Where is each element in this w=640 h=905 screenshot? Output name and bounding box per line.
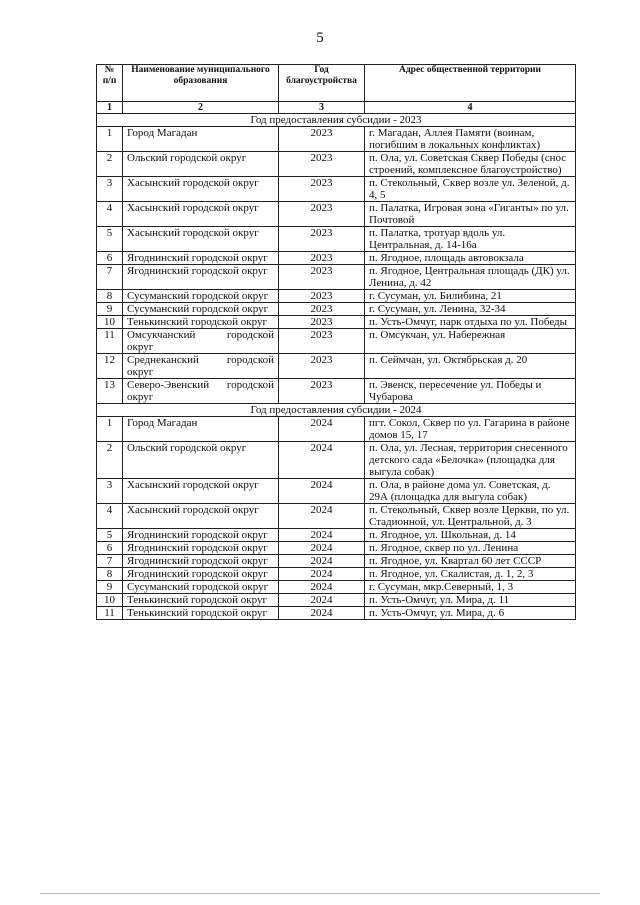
row-number: 3	[97, 177, 123, 202]
year-cell: 2023	[279, 303, 365, 316]
year-cell: 2024	[279, 417, 365, 442]
municipality-cell: Хасынский городской округ	[123, 177, 279, 202]
table-row	[97, 442, 576, 479]
table-row	[97, 177, 576, 202]
year-cell: 2024	[279, 581, 365, 594]
territories-table	[96, 64, 576, 620]
column-number-row	[97, 102, 576, 114]
table-body	[97, 114, 576, 620]
municipality-cell: Сусуманский городской округ	[123, 290, 279, 303]
address-cell: г. Сусуман, мкр.Северный, 1, 3	[365, 581, 576, 594]
table-header-row	[97, 65, 576, 102]
table-row	[97, 379, 576, 404]
municipality-cell: Хасынский городской округ	[123, 227, 279, 252]
section-title: Год предоставления субсидии - 2023	[97, 114, 576, 127]
address-cell: п. Ягодное, Центральная площадь (ДК) ул. Ленина, д. 42	[365, 265, 576, 290]
municipality-cell: Город Магадан	[123, 417, 279, 442]
municipality-cell: Ягоднинский городской округ	[123, 265, 279, 290]
municipality-cell: Хасынский городской округ	[123, 504, 279, 529]
municipality-cell: Ягоднинский городской округ	[123, 568, 279, 581]
municipality-cell: Тенькинский городской округ	[123, 594, 279, 607]
page-bottom-divider	[40, 893, 600, 894]
column-number: 4	[365, 102, 576, 114]
municipality-cell: Сусуманский городской округ	[123, 303, 279, 316]
row-number: 7	[97, 265, 123, 290]
section-header-row	[97, 114, 576, 127]
row-number: 3	[97, 479, 123, 504]
header-number: № п/п	[97, 65, 123, 102]
municipality-cell: Ягоднинский городской округ	[123, 555, 279, 568]
column-number: 1	[97, 102, 123, 114]
address-cell: п. Ола, ул. Лесная, территория снесенного детского сада «Белочка» (площадка для выгула собак)	[365, 442, 576, 479]
table-row	[97, 568, 576, 581]
header-municipality: Наименование муниципального образования	[123, 65, 279, 102]
address-cell: г. Сусуман, ул. Ленина, 32-34	[365, 303, 576, 316]
table-row	[97, 479, 576, 504]
row-number: 4	[97, 504, 123, 529]
address-cell: п. Усть-Омчуг, ул. Мира, д. 6	[365, 607, 576, 620]
year-cell: 2023	[279, 152, 365, 177]
header-address: Адрес общественной территории	[365, 65, 576, 102]
table-row	[97, 555, 576, 568]
municipality-cell: Ольский городской округ	[123, 442, 279, 479]
section-header-row	[97, 404, 576, 417]
row-number: 6	[97, 542, 123, 555]
municipality-cell: Северо-Эвенский городской округ	[123, 379, 279, 404]
row-number: 7	[97, 555, 123, 568]
row-number: 8	[97, 568, 123, 581]
year-cell: 2024	[279, 442, 365, 479]
year-cell: 2023	[279, 379, 365, 404]
year-cell: 2023	[279, 290, 365, 303]
table-row	[97, 529, 576, 542]
row-number: 8	[97, 290, 123, 303]
row-number: 10	[97, 594, 123, 607]
address-cell: п. Палатка, Игровая зона «Гиганты» по ул. Почтовой	[365, 202, 576, 227]
year-cell: 2024	[279, 568, 365, 581]
table-row	[97, 607, 576, 620]
year-cell: 2023	[279, 329, 365, 354]
address-cell: п. Усть-Омчуг, парк отдыха по ул. Победы	[365, 316, 576, 329]
table-row	[97, 581, 576, 594]
address-cell: п. Усть-Омчуг, ул. Мира, д. 11	[365, 594, 576, 607]
municipality-cell: Среднеканский городской округ	[123, 354, 279, 379]
table-row	[97, 127, 576, 152]
year-cell: 2023	[279, 227, 365, 252]
municipality-cell: Хасынский городской округ	[123, 479, 279, 504]
table-row	[97, 504, 576, 529]
table-row	[97, 265, 576, 290]
table-row	[97, 354, 576, 379]
address-cell: п. Ягодное, ул. Скалистая, д. 1, 2, 3	[365, 568, 576, 581]
table-row	[97, 202, 576, 227]
table-row	[97, 303, 576, 316]
address-cell: п. Омсукчан, ул. Набережная	[365, 329, 576, 354]
municipality-cell: Ольский городской округ	[123, 152, 279, 177]
year-cell: 2023	[279, 265, 365, 290]
year-cell: 2023	[279, 177, 365, 202]
row-number: 2	[97, 442, 123, 479]
address-cell: п. Ола, в районе дома ул. Советская, д. 29А (площадка для выгула собак)	[365, 479, 576, 504]
year-cell: 2024	[279, 529, 365, 542]
table-row	[97, 594, 576, 607]
municipality-cell: Ягоднинский городской округ	[123, 252, 279, 265]
address-cell: п. Ягодное, сквер по ул. Ленина	[365, 542, 576, 555]
row-number: 6	[97, 252, 123, 265]
address-cell: пгт. Сокол, Сквер по ул. Гагарина в районе домов 15, 17	[365, 417, 576, 442]
page-number: 5	[316, 30, 324, 46]
address-cell: п. Стекольный, Сквер возле Церкви, по ул. Стадионной, ул. Центральной, д. 3	[365, 504, 576, 529]
row-number: 1	[97, 127, 123, 152]
address-cell: п. Ола, ул. Советская Сквер Победы (снос строений, комплексное благоустройство)	[365, 152, 576, 177]
address-cell: г. Магадан, Аллея Памяти (воинам, погибшим в локальных конфликтах)	[365, 127, 576, 152]
section-title: Год предоставления субсидии - 2024	[97, 404, 576, 417]
year-cell: 2023	[279, 252, 365, 265]
row-number: 9	[97, 303, 123, 316]
column-number: 3	[279, 102, 365, 114]
address-cell: п. Сеймчан, ул. Октябрьская д. 20	[365, 354, 576, 379]
municipality-cell: Хасынский городской округ	[123, 202, 279, 227]
year-cell: 2024	[279, 479, 365, 504]
address-cell: г. Сусуман, ул. Билибина, 21	[365, 290, 576, 303]
table-row	[97, 417, 576, 442]
address-cell: п. Ягодное, ул. Школьная, д. 14	[365, 529, 576, 542]
header-year: Год благоустройства	[279, 65, 365, 102]
address-cell: п. Ягодное, ул. Квартал 60 лет СССР	[365, 555, 576, 568]
address-cell: п. Эвенск, пересечение ул. Победы и Чубарова	[365, 379, 576, 404]
row-number: 12	[97, 354, 123, 379]
table-row	[97, 290, 576, 303]
table-row	[97, 152, 576, 177]
address-cell: п. Стекольный, Сквер возле ул. Зеленой, д. 4, 5	[365, 177, 576, 202]
municipality-cell: Ягоднинский городской округ	[123, 542, 279, 555]
table-row	[97, 316, 576, 329]
address-cell: п. Палатка, тротуар вдоль ул. Центральная, д. 14-16а	[365, 227, 576, 252]
municipality-cell: Сусуманский городской округ	[123, 581, 279, 594]
municipality-cell: Тенькинский городской округ	[123, 607, 279, 620]
row-number: 4	[97, 202, 123, 227]
municipality-cell: Омсукчанский городской округ	[123, 329, 279, 354]
year-cell: 2024	[279, 555, 365, 568]
row-number: 11	[97, 607, 123, 620]
address-cell: п. Ягодное, площадь автовокзала	[365, 252, 576, 265]
row-number: 9	[97, 581, 123, 594]
municipality-cell: Ягоднинский городской округ	[123, 529, 279, 542]
year-cell: 2023	[279, 202, 365, 227]
table-row	[97, 542, 576, 555]
row-number: 1	[97, 417, 123, 442]
column-number: 2	[123, 102, 279, 114]
year-cell: 2023	[279, 316, 365, 329]
year-cell: 2024	[279, 607, 365, 620]
municipality-cell: Город Магадан	[123, 127, 279, 152]
table-row	[97, 252, 576, 265]
year-cell: 2024	[279, 594, 365, 607]
year-cell: 2024	[279, 542, 365, 555]
year-cell: 2023	[279, 354, 365, 379]
municipality-cell: Тенькинский городской округ	[123, 316, 279, 329]
table-row	[97, 227, 576, 252]
row-number: 5	[97, 227, 123, 252]
row-number: 13	[97, 379, 123, 404]
row-number: 10	[97, 316, 123, 329]
year-cell: 2024	[279, 504, 365, 529]
row-number: 5	[97, 529, 123, 542]
table-row	[97, 329, 576, 354]
year-cell: 2023	[279, 127, 365, 152]
row-number: 11	[97, 329, 123, 354]
row-number: 2	[97, 152, 123, 177]
